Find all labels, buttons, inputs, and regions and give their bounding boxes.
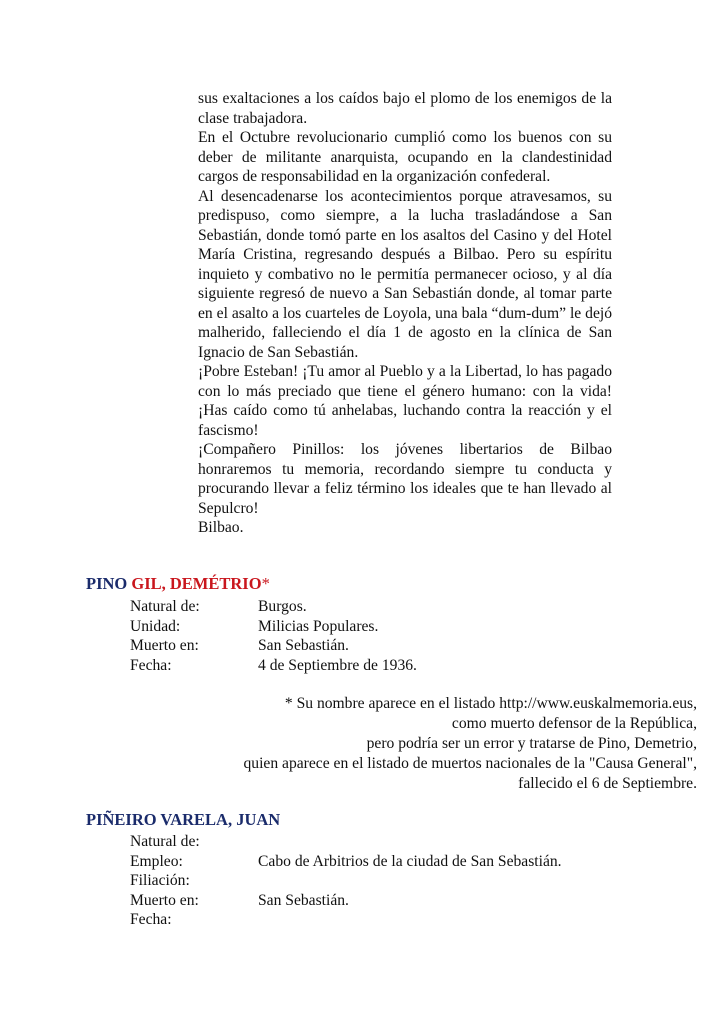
field-value: San Sebastián. [258,637,349,654]
field-value: Cabo de Arbitrios de la ciudad de San Sebastián. [258,852,562,870]
footnote-line: quien aparece en el listado de muertos nacionales de la "Causa General", [243,755,697,772]
field-value: San Sebastián. [258,891,349,909]
paragraph: Al desencadenarse los acontecimientos porque atravesamos, su predispuso, como siempre, a la lucha trasladándose a San Sebastián, donde tomó parte en los asaltos del Casino y del Hotel María Cristina, regresando después a Bilbao. Pero su espíritu inquieto y combativo no le permitía permanecer ocioso, y al día siguiente regresó de nuevo a San Sebastián donde, al tomar parte en el asalto a los cuarteles de Loyola, una bala “dum-dum” le dejó malherido, falleciendo el día 1 de agosto en la clínica de San Ignacio de San Sebastián. [198,187,612,361]
field-row [130,636,417,656]
footnote-line: fallecido el 6 de Septiembre. [518,775,697,792]
field-value: Milicias Populares. [258,617,379,635]
paragraph: ¡Pobre Esteban! ¡Tu amor al Pueblo y a la Libertad, lo has pagado con lo más preciado que tiene el género humano: con la vida! ¡Has caído como tú anhelabas, luchando contra la reacción y el fascismo! [198,363,612,439]
field-label: Fecha: [130,911,172,928]
field-label: Unidad: [130,617,181,635]
field-row [130,597,417,617]
footnote-line: pero podría ser un error y tratarse de Pino, Demetrio, [366,735,697,752]
field-row [130,871,562,891]
footnote-marker: * [261,574,270,593]
field-row [130,910,562,930]
entry-surname: PINO [86,574,132,593]
field-label: Natural de: [130,598,200,615]
field-label: Muerto en: [130,891,199,909]
field-row [130,852,562,872]
field-row [130,891,562,911]
entry-surname-name: GIL, DEMÉTRIO [131,574,262,593]
paragraph: ¡Compañero Pinillos: los jóvenes libertarios de Bilbao honraremos tu memoria, recordando siempre tu conducta y procurando llevar a feliz término los ideales que te han llevado al Sepulcro! [198,441,612,517]
footnote [97,694,697,794]
field-row [130,617,417,637]
footnote-line: * Su nombre aparece en el listado http://www.euskalmemoria.eus, [284,695,697,712]
field-label: Muerto en: [130,637,199,654]
entry-fields-pineiro-varela [130,832,562,930]
field-row [130,832,562,852]
field-value: Burgos. [258,598,307,615]
field-row [130,656,417,676]
field-label: Natural de: [130,833,200,850]
biography-text [198,89,612,538]
entry-heading-pineiro-varela: PIÑEIRO VARELA, JUAN [86,810,281,829]
paragraph: En el Octubre revolucionario cumplió como los buenos con su deber de militante anarquista, ocupando en la clandestinidad cargos de responsabilidad en la organización confederal. [198,129,612,185]
field-label: Filiación: [130,872,190,889]
field-label: Fecha: [130,656,172,674]
field-value: 4 de Septiembre de 1936. [258,656,417,674]
paragraph: sus exaltaciones a los caídos bajo el plomo de los enemigos de la clase trabajadora. [198,90,612,127]
entry-heading-pino-gil [86,574,270,594]
entry-fields-pino-gil [130,597,417,675]
field-label: Empleo: [130,852,183,870]
paragraph-place: Bilbao. [198,519,244,536]
footnote-line: como muerto defensor de la República, [451,715,697,732]
